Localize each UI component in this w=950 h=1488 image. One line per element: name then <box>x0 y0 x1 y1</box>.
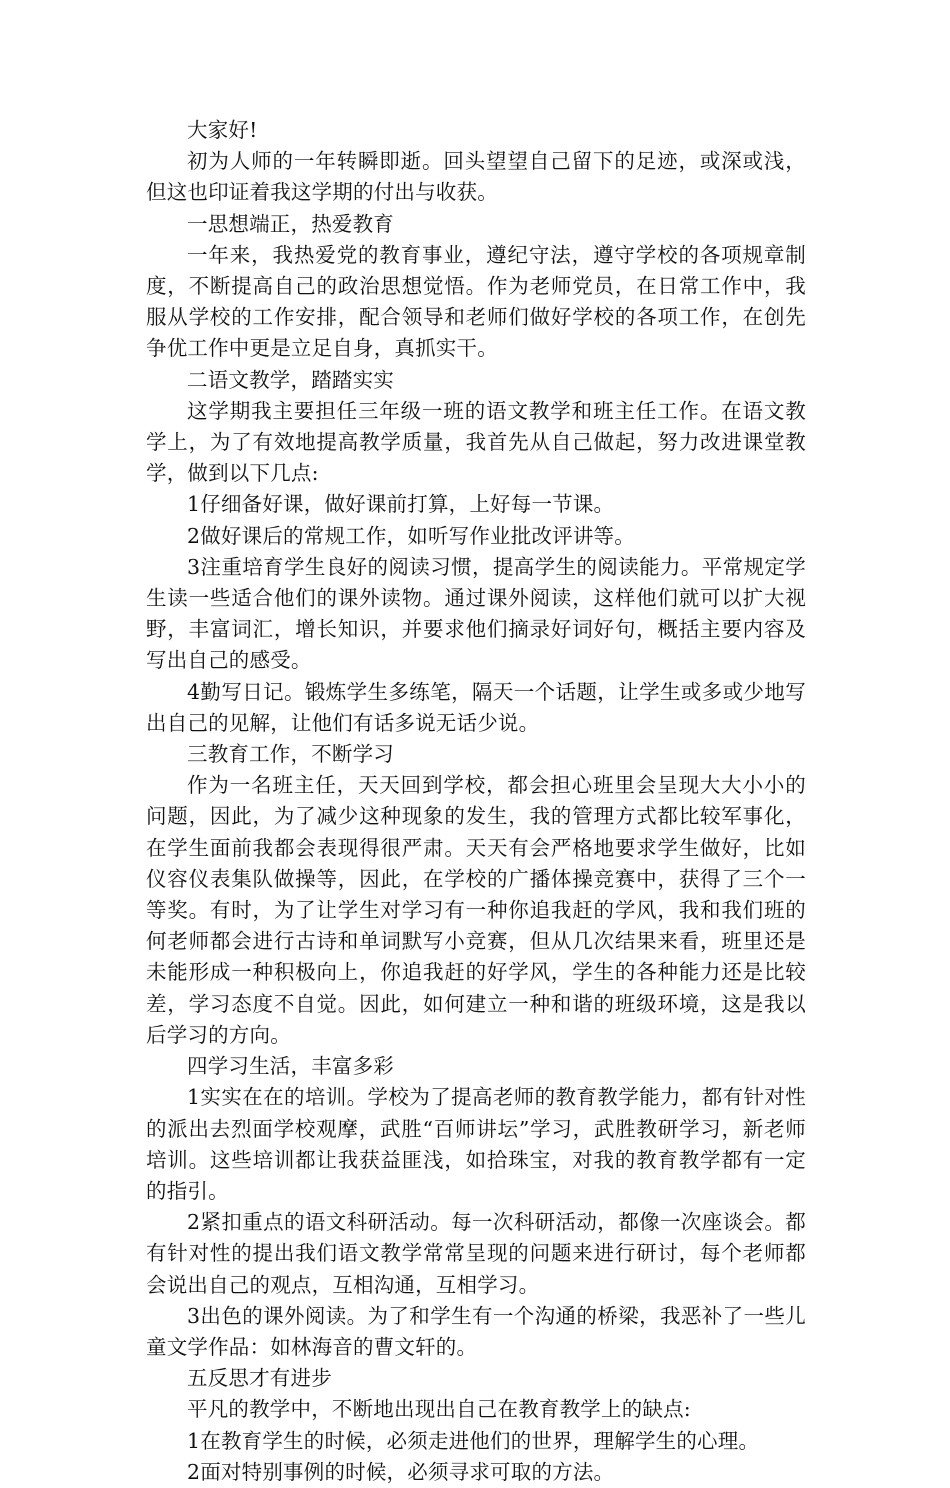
section-heading-5: 五反思才有进步 <box>187 1366 332 1391</box>
list-item: 2做好课后的常规工作，如听写作业批改评讲等。 <box>187 523 635 548</box>
list-item: 1实实在在的培训。学校为了提高老师的教育教学能力，都有针对性的派出去烈面学校观摩，武胜“百师讲坛”学习，武胜教研学习，新老师培训。这些培训都让我获益匪浅，如拾珠宝，对我的教育教学都有一定的指引。 <box>146 1085 806 1203</box>
list-item: 2紧扣重点的语文科研活动。每一次科研活动，都像一次座谈会。都有针对性的提出我们语文教学常常呈现的问题来进行研讨，每个老师都会说出自己的观点，互相沟通，互相学习。 <box>146 1210 806 1297</box>
paragraph: 平凡的教学中，不断地出现出自己在教育教学上的缺点: <box>187 1397 691 1422</box>
section-heading-3: 三教育工作，不断学习 <box>187 742 394 767</box>
list-item: 1在教育学生的时候，必须走进他们的世界，理解学生的心理。 <box>187 1428 760 1453</box>
paragraph: 一年来，我热爱党的教育事业，遵纪守法，遵守学校的各项规章制度，不断提高自己的政治思想觉悟。作为老师党员，在日常工作中，我服从学校的工作安排，配合领导和老师们做好学校的各项工作，在创先争优工作中更是立足自身，真抓实干。 <box>146 242 806 361</box>
list-item: 4勤写日记。锻炼学生多练笔，隔天一个话题，让学生或多或少地写出自己的见解，让他们有话多说无话少说。 <box>146 679 806 735</box>
list-item: 3出色的课外阅读。为了和学生有一个沟通的桥梁，我恶补了一些儿童文学作品：如林海音的曹文轩的。 <box>146 1303 806 1359</box>
list-item: 1仔细备好课，做好课前打算，上好每一节课。 <box>187 492 615 517</box>
paragraph: 作为一名班主任，天天回到学校，都会担心班里会呈现大大小小的问题，因此，为了减少这种现象的发生，我的管理方式都比较军事化，在学生面前我都会表现得很严肃。天天有会严格地要求学生做好，比如仪容仪表集队做操等，因此，在学校的广播体操竞赛中，获得了三个一等奖。有时，为了让学生对学习有一种你追我赶的学风，我和我们班的何老师都会进行古诗和单词默写小竞赛，但从几次结果来看，班里还是未能形成一种积极向上，你追我赶的好学风，学生的各种能力还是比较差，学习态度不自觉。因此，如何建立一种和谐的班级环境，这是我以后学习的方向。 <box>146 773 806 1047</box>
section-heading-2: 二语文教学，踏踏实实 <box>187 367 394 392</box>
section-heading-4: 四学习生活，丰富多彩 <box>187 1054 394 1079</box>
section-heading-1: 一思想端正，热爱教育 <box>187 211 394 236</box>
document-body <box>146 115 806 1488</box>
paragraph: 这学期我主要担任三年级一班的语文教学和班主任工作。在语文教学上，为了有效地提高教学质量，我首先从自己做起，努力改进课堂教学，做到以下几点: <box>146 398 806 486</box>
paragraph-intro: 初为人师的一年转瞬即逝。回头望望自己留下的足迹，或深或浅，但这也印证着我这学期的付出与收获。 <box>146 149 806 205</box>
list-item: 2面对特别事例的时候，必须寻求可取的方法。 <box>187 1459 615 1484</box>
list-item: 3注重培育学生良好的阅读习惯，提高学生的阅读能力。平常规定学生读一些适合他们的课外读物。通过课外阅读，这样他们就可以扩大视野，丰富词汇，增长知识，并要求他们摘录好词好句，概括主要内容及写出自己的感受。 <box>146 554 806 673</box>
greeting: 大家好! <box>187 118 258 142</box>
